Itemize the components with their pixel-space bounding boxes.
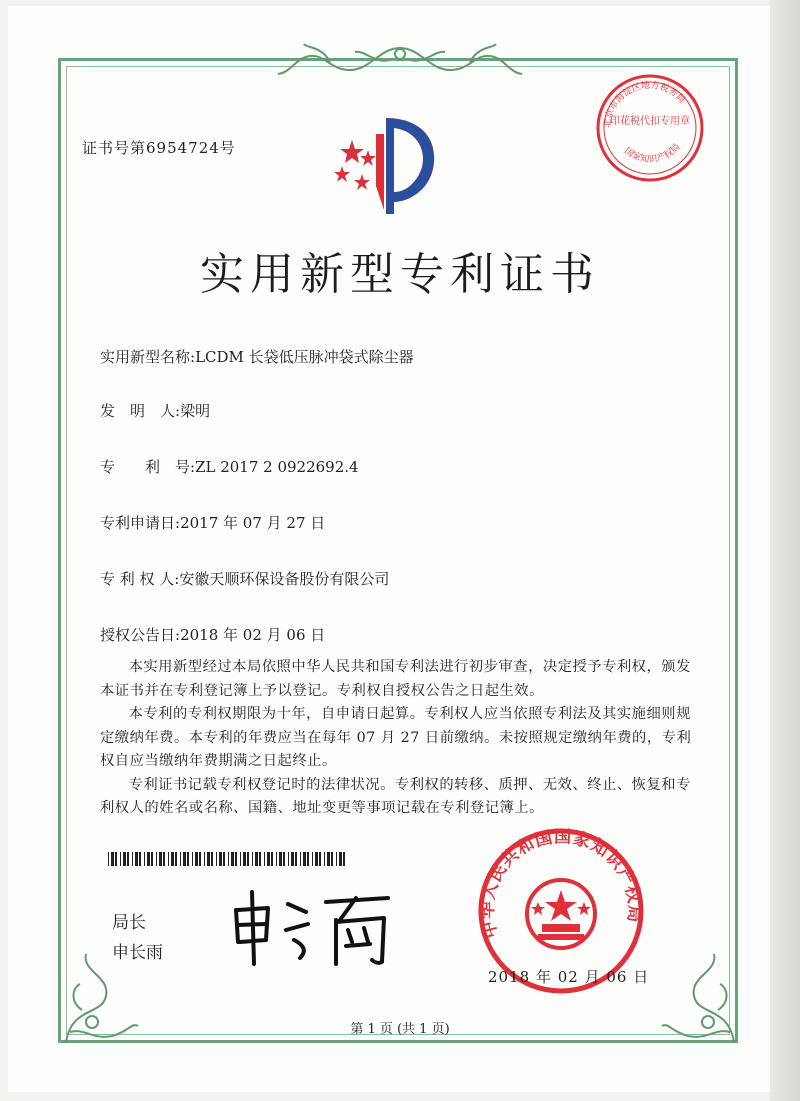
field-application-date	[100, 512, 325, 533]
svg-text:中华人民共和国国家知识产权局	[477, 827, 645, 940]
seal-big-text: 中华人民共和国国家知识产权局	[477, 827, 645, 941]
field-label: 专 利 号:	[100, 458, 196, 476]
cnipa-logo-icon	[328, 106, 438, 218]
tax-stamp-seal-icon	[594, 72, 706, 184]
field-value: LCDM 长袋低压脉冲袋式除尘器	[195, 348, 414, 366]
field-value: 梁明	[180, 402, 211, 420]
svg-text:国家知识产权局	[622, 141, 682, 165]
seal-small-center: 印花税代扣专用章	[610, 116, 690, 127]
top-ornament-icon	[270, 40, 530, 82]
field-label: 发 明 人:	[100, 402, 181, 420]
field-patentee	[100, 568, 389, 589]
director-name: 申长雨	[112, 943, 163, 963]
field-utility-model-name	[100, 346, 414, 367]
field-value: 2018 年 02 月 06 日	[180, 626, 326, 644]
field-label: 专 利 权 人:	[100, 570, 180, 588]
field-label: 专利申请日:	[100, 514, 181, 532]
certificate-number: 证书号第6954724号	[82, 139, 236, 157]
scan-edge	[770, 0, 800, 1101]
body-paragraph: 本专利的专利权期限为十年，自申请日起算。专利权人应当依照专利法及其实施细则规定缴纳年费。本专利的年费应当在每年 07 月 27 日前缴纳。未按照规定缴纳年费的，专利权自应当缴纳年费期满之日起终止。	[100, 706, 692, 769]
director-title: 局长	[112, 913, 146, 933]
field-value: ZL 2017 2 0922692.4	[195, 458, 359, 476]
field-value: 安徽天顺环保设备股份有限公司	[179, 570, 390, 588]
page-footer: 第 1 页 (共 1 页)	[350, 1022, 450, 1037]
barcode-icon	[108, 852, 348, 866]
seal-small-text: 北京市海淀区地方税务局	[602, 80, 687, 129]
field-value: 2017 年 07 月 27 日	[180, 514, 326, 532]
field-patent-number	[100, 456, 359, 477]
seal-date: 2018 年 02 月 06 日	[488, 968, 650, 986]
field-inventor	[100, 400, 210, 421]
field-grant-date	[100, 624, 325, 645]
handwritten-signature-icon	[228, 880, 398, 970]
body-paragraph: 本实用新型经过本局依照中华人民共和国专利法进行初步审查，决定授予专利权，颁发本证书并在专利登记簿上予以登记。专利权自授权公告之日起生效。	[100, 659, 691, 699]
page-title: 实用新型专利证书	[200, 249, 600, 300]
field-label: 授权公告日:	[100, 626, 181, 644]
seal-small-bottom: 国家知识产权局	[622, 142, 683, 166]
certificate-body	[100, 656, 700, 821]
body-paragraph: 专利证书记载专利权登记时的法律状况。专利权的转移、质押、无效、终止、恢复和专利权人的姓名或名称、国籍、地址变更等事项记载在专利登记簿上。	[100, 776, 691, 816]
field-label: 实用新型名称:	[100, 348, 196, 366]
